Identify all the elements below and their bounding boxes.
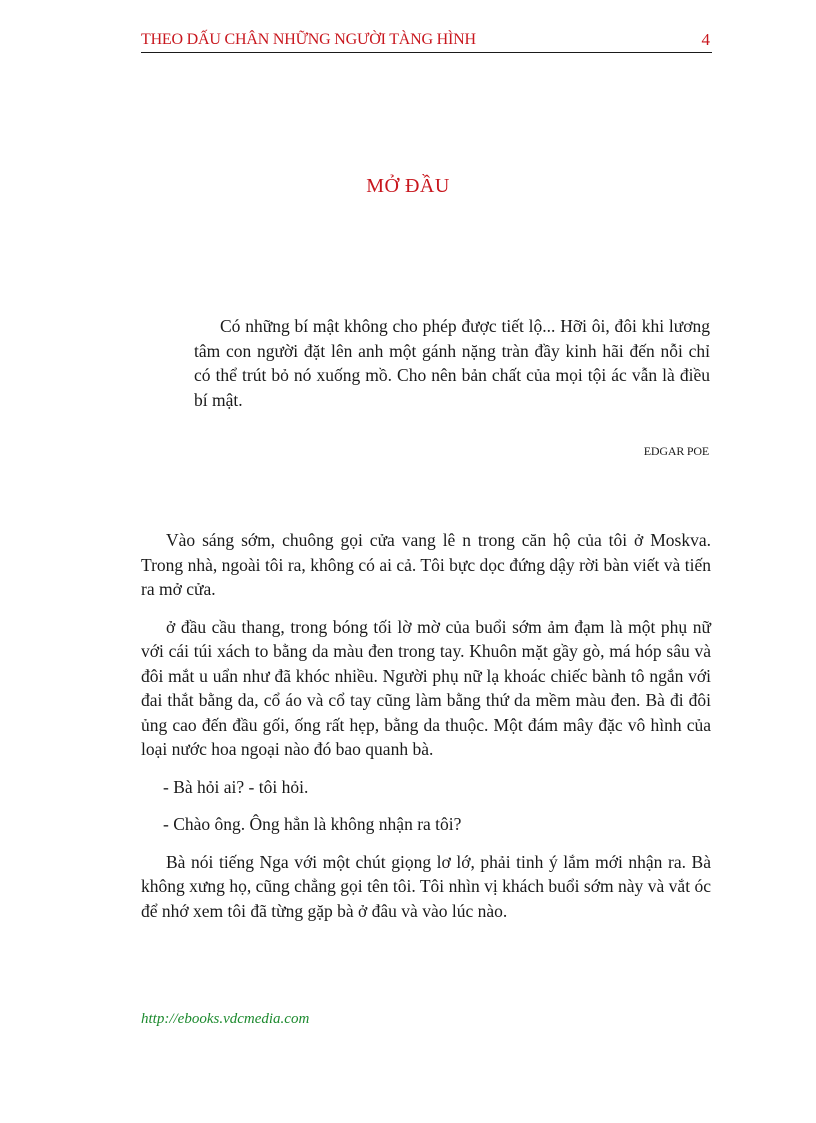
chapter-title: MỞ ĐẦU [366, 175, 450, 197]
page-header [141, 30, 712, 53]
running-title: THEO DẤU CHÂN NHỮNG NGƯỜI TÀNG HÌNH [141, 31, 476, 48]
page-number: 4 [701, 30, 710, 49]
dialogue-line: - Chào ông. Ông hẳn là không nhận ra tôi? [163, 814, 462, 834]
epigraph-author: EDGAR POE [643, 444, 709, 458]
body-text [141, 528, 711, 936]
footer-link[interactable]: http://ebooks.vdcmedia.com [141, 1011, 310, 1027]
paragraph: ở đầu cầu thang, trong bóng tối lờ mờ của buổi sớm ảm đạm là một phụ nữ với cái túi xách to bằng da màu đen trong tay. Khuôn mặt gầy gò, má hóp sâu và đôi mắt u uẩn như đã khóc nhiều. Người phụ nữ lạ khoác chiếc bành tô ngắn với đai thắt bằng da, cổ áo và cổ tay cũng làm bằng thứ da mềm màu đen. Bà đi đôi ủng cao đến đầu gối, ống rất hẹp, bằng da thuộc. Một đám mây đặc vô hình của loại nước hoa ngoại nào đó bao quanh bà. [141, 616, 711, 759]
paragraph: Vào sáng sớm, chuông gọi cửa vang lê n trong căn hộ của tôi ở Moskva. Trong nhà, ngoài tôi ra, không có ai cả. Tôi bực dọc đứng dậy rời bàn viết và tiến ra mở cửa. [141, 530, 711, 599]
dialogue-line: - Bà hỏi ai? - tôi hỏi. [163, 776, 309, 797]
epigraph-quote: Có những bí mật không cho phép được tiết lộ... Hỡi ôi, đôi khi lương tâm con người đặt lên anh một gánh nặng tràn đầy kinh hãi đến nỗi chỉ có thể trút bỏ nó xuống mồ. Cho nên bản chất của mọi tội ác vẫn là điều bí mật. [194, 316, 710, 410]
paragraph: Bà nói tiếng Nga với một chút giọng lơ lớ, phải tinh ý lắm mới nhận ra. Bà không xưng họ, cũng chẳng gọi tên tôi. Tôi nhìn vị khách buổi sớm này và vắt óc để nhớ xem tôi đã từng gặp bà ở đâu và vào lúc nào. [141, 851, 711, 921]
